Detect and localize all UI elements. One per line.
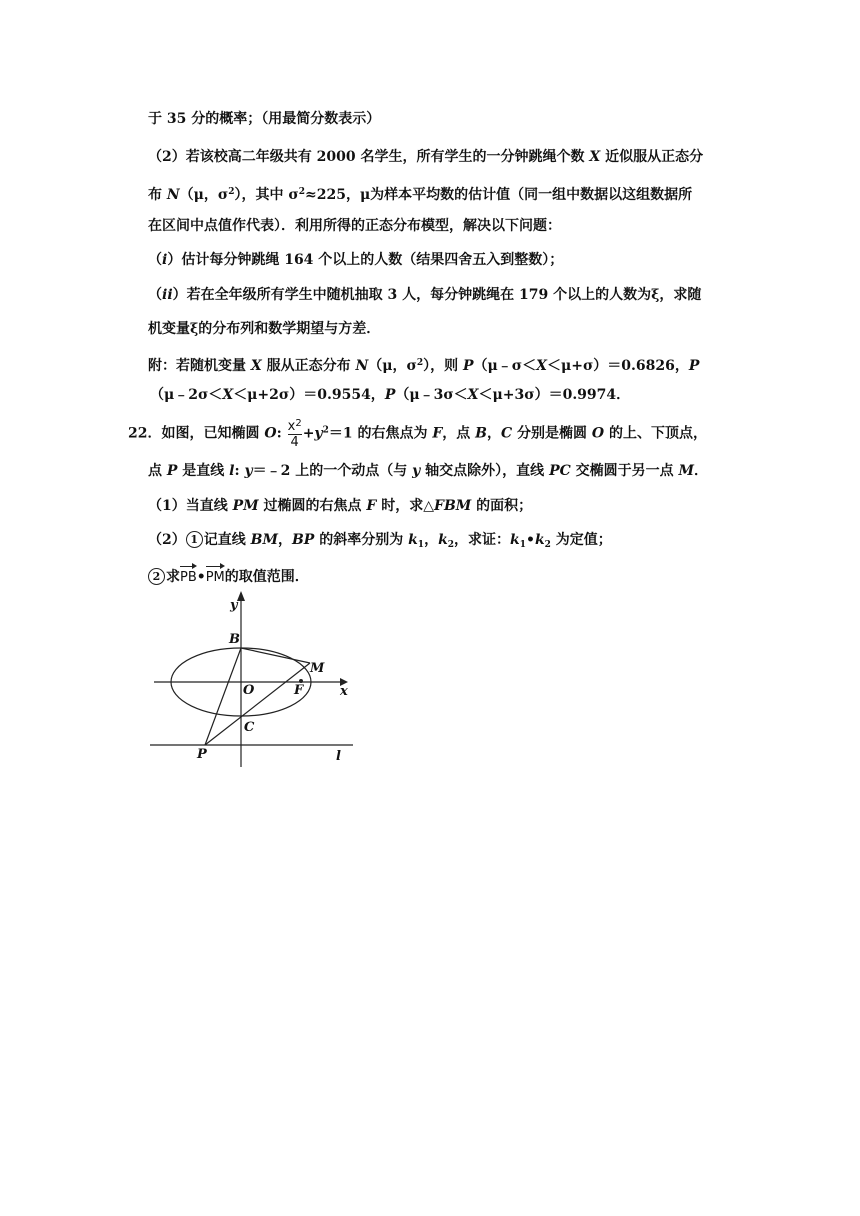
text-line-6	[148, 286, 701, 304]
math-var: X	[250, 358, 262, 374]
text: 过椭圆的右焦点	[258, 498, 367, 514]
text: 为定值；	[550, 532, 612, 548]
text: •	[196, 569, 206, 585]
text: 交椭圆于另一点	[570, 463, 679, 479]
text-line-7	[148, 320, 380, 338]
math-var: P	[166, 463, 178, 479]
subscript: 2	[544, 540, 551, 550]
math-var: O	[591, 425, 605, 442]
label-y: y	[230, 598, 238, 613]
text: ，	[424, 532, 439, 548]
text: 22．如图，已知椭圆	[128, 425, 265, 442]
text: ）若在全年级所有学生中随机抽取 3 人，每分钟跳绳在 179 个以上的人数为ξ，求随	[172, 287, 702, 303]
text: 求	[166, 569, 180, 585]
text: ＝1 的右焦点为	[328, 425, 433, 442]
text: 的斜率分别为	[314, 532, 409, 548]
math-var: N	[355, 358, 369, 374]
text: （2）	[148, 532, 186, 548]
fraction-denominator: 4	[290, 435, 299, 450]
y-axis-arrow-icon	[237, 591, 245, 601]
subscript: 1	[417, 540, 425, 550]
math-var: l	[229, 463, 235, 479]
math-var: X	[467, 387, 479, 403]
text: 的上、下顶点，	[604, 425, 707, 442]
text: ＜μ+3σ）＝0.9974．	[478, 387, 631, 403]
text: 的面积；	[471, 498, 533, 514]
text: （μ﹣3σ＜	[395, 387, 468, 403]
text: 是直线	[177, 463, 230, 479]
text: ≈225，μ为样本平均数的估计值（同一组中数据以这组数据所	[304, 187, 693, 203]
text-line-2	[148, 148, 703, 166]
superscript: 2	[228, 187, 235, 197]
label-f: F	[294, 683, 304, 698]
superscript: 2	[416, 358, 424, 368]
text: 近似服从正态分	[600, 149, 704, 165]
math-var: x	[287, 419, 296, 434]
label-p: P	[197, 747, 207, 762]
text-line-5	[148, 251, 563, 269]
math-var: y	[412, 463, 421, 479]
question-22-line-2	[148, 462, 708, 480]
math-var: ii	[162, 287, 173, 303]
text: ），则	[423, 358, 464, 374]
math-var: F	[432, 425, 443, 442]
circled-number: 2	[148, 568, 165, 585]
math-var: BP	[291, 532, 315, 548]
circled-number: 1	[186, 531, 203, 548]
text-line-3	[148, 183, 692, 204]
superscript: 2	[322, 425, 329, 436]
math-var: F	[366, 498, 377, 514]
text: 分别是椭圆	[512, 425, 592, 442]
math-var: y	[314, 425, 323, 442]
text: （μ﹣σ＜	[473, 358, 537, 374]
text: （μ，σ	[179, 187, 229, 203]
math-var: P	[463, 358, 474, 374]
text: 的取值范围．	[224, 569, 309, 585]
math-var: k	[510, 532, 520, 548]
text: 记直线	[203, 532, 251, 548]
text: ）估计每分钟跳绳 164 个以上的人数（结果四舍五入到整数）；	[167, 252, 564, 268]
math-var: k	[534, 532, 545, 548]
math-var: X	[589, 149, 601, 165]
math-var: M	[678, 463, 694, 479]
label-b: B	[229, 632, 240, 647]
text: （	[148, 252, 162, 268]
text: ，点	[442, 425, 476, 442]
text: （1）当直线	[148, 498, 233, 514]
math-var: X	[536, 358, 547, 374]
text: 于 35 分的概率；（用最简分数表示）	[148, 111, 381, 127]
question-22-line-1	[128, 418, 707, 449]
label-x: x	[340, 684, 348, 699]
math-var: k	[408, 532, 418, 548]
superscript: 2	[295, 418, 302, 429]
question-22-part-1	[148, 497, 532, 515]
math-var: P	[384, 387, 396, 403]
text: 点	[148, 463, 167, 479]
text: 服从正态分布	[261, 358, 356, 374]
label-m: M	[310, 661, 325, 676]
subscript: 2	[447, 540, 455, 550]
text: ，求证：	[454, 532, 511, 548]
text: 轴交点除外），直线	[420, 463, 550, 479]
text: 时，求△	[376, 498, 434, 514]
text: 布	[148, 187, 167, 203]
text: +	[302, 425, 315, 442]
math-var: k	[438, 532, 448, 548]
text: （	[148, 287, 162, 303]
text: 附：若随机变量	[148, 358, 251, 374]
question-22-part-2	[148, 531, 612, 554]
math-var: P	[688, 358, 700, 374]
math-var: C	[501, 425, 513, 442]
superscript: 2	[298, 187, 305, 197]
label-c: C	[244, 720, 255, 735]
math-var: PM	[232, 498, 259, 514]
text: （μ﹣2σ＜	[150, 387, 223, 403]
question-22-part-2-2	[148, 565, 309, 587]
math-var: PC	[549, 463, 571, 479]
text: ，	[277, 532, 292, 548]
text-line-1	[148, 110, 380, 128]
fraction	[288, 418, 302, 449]
vector-pm: PM	[206, 565, 225, 587]
text: 机变量ξ的分布列和数学期望与方差．	[148, 321, 381, 337]
text: （2）若该校高二年级共有 2000 名学生，所有学生的一分钟跳绳个数	[148, 149, 590, 165]
text-line-9	[150, 386, 630, 404]
text: ，	[487, 425, 501, 442]
math-var: O	[264, 425, 277, 442]
segment-bm	[241, 648, 310, 663]
math-var: i	[162, 252, 168, 268]
text: :	[234, 463, 245, 479]
text: :	[276, 425, 287, 442]
text: ＜μ+σ）＝0.6826，	[547, 358, 689, 374]
text: •	[526, 532, 535, 548]
math-var: FBM	[434, 498, 472, 514]
text: （μ，σ	[368, 358, 417, 374]
subscript: 1	[519, 540, 526, 550]
ellipse-figure	[140, 585, 360, 770]
fraction-numerator	[288, 418, 302, 433]
text: ．	[693, 463, 708, 479]
vector-pb: PB	[180, 565, 197, 587]
math-var: N	[166, 187, 180, 203]
text: ＝﹣2 上的一个动点（与	[252, 463, 413, 479]
text: 在区间中点值作代表）．利用所得的正态分布模型，解决以下问题：	[148, 218, 561, 234]
text: ＜μ+2σ）＝0.9554，	[233, 387, 385, 403]
text-line-8	[148, 354, 699, 375]
math-var: B	[475, 425, 487, 442]
math-var: X	[222, 387, 234, 403]
text: ），其中 σ	[234, 187, 299, 203]
label-o: O	[243, 683, 255, 698]
label-l: l	[336, 749, 341, 764]
math-var: y	[244, 463, 253, 479]
text-line-4	[148, 217, 561, 235]
math-var: BM	[250, 532, 278, 548]
